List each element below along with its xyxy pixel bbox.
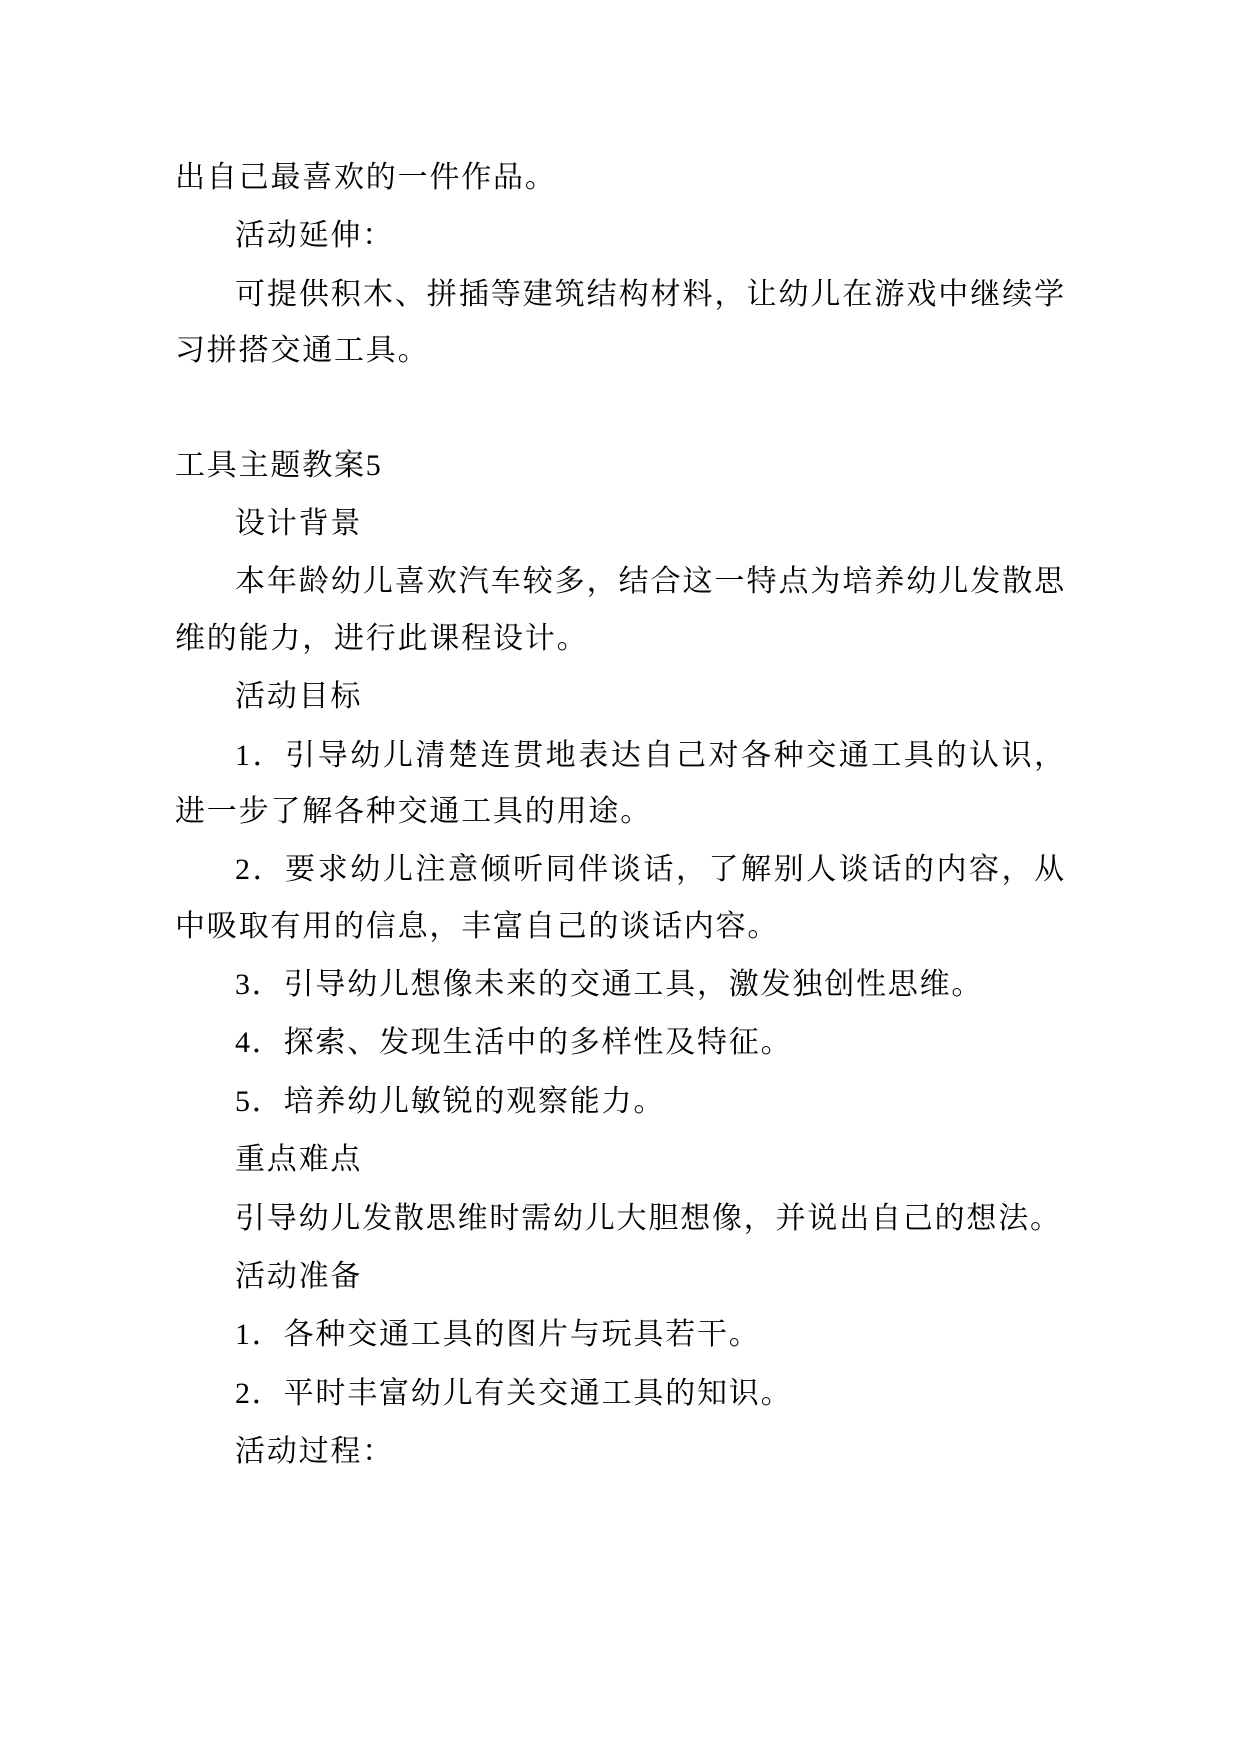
- list-item: 1．各种交通工具的图片与玩具若干。: [235, 1318, 761, 1352]
- subsection-heading: 活动过程：: [235, 1435, 394, 1469]
- subsection-heading: 活动准备: [235, 1260, 363, 1294]
- paragraph: 活动延伸：: [235, 219, 394, 253]
- subsection-heading: 设计背景: [235, 506, 363, 540]
- section-spacer: [175, 382, 1066, 438]
- list-item: 3．引导幼儿想像未来的交通工具，激发独创性思维。: [235, 968, 984, 1002]
- list-item: 2．平时丰富幼儿有关交通工具的知识。: [235, 1376, 793, 1410]
- paragraph: 本年龄幼儿喜欢汽车较多，结合这一特点为培养幼儿发散思维的能力，进行此课程设计。: [175, 565, 1066, 655]
- list-item: 4．探索、发现生活中的多样性及特征。: [235, 1026, 793, 1060]
- paragraph: 可提供积木、拼插等建筑结构材料，让幼儿在游戏中继续学习拼搭交通工具。: [175, 277, 1066, 368]
- subsection-heading: 活动目标: [235, 680, 363, 714]
- list-item: 5．培养幼儿敏锐的观察能力。: [235, 1084, 666, 1118]
- subsection-heading: 重点难点: [235, 1143, 363, 1177]
- paragraph: 出自己最喜欢的一件作品。: [175, 161, 557, 194]
- paragraph: 引导幼儿发散思维时需幼儿大胆想像，并说出自己的想法。: [235, 1201, 1062, 1235]
- section-heading: 工具主题教案5: [175, 448, 383, 482]
- list-item: 2．要求幼儿注意倾听同伴谈话，了解别人谈话的内容，从中吸取有用的信息，丰富自己的谈话内容。: [175, 853, 1066, 943]
- list-item: 1．引导幼儿清楚连贯地表达自己对各种交通工具的认识，进一步了解各种交通工具的用途。: [175, 738, 1066, 828]
- document-body: [175, 150, 1066, 1481]
